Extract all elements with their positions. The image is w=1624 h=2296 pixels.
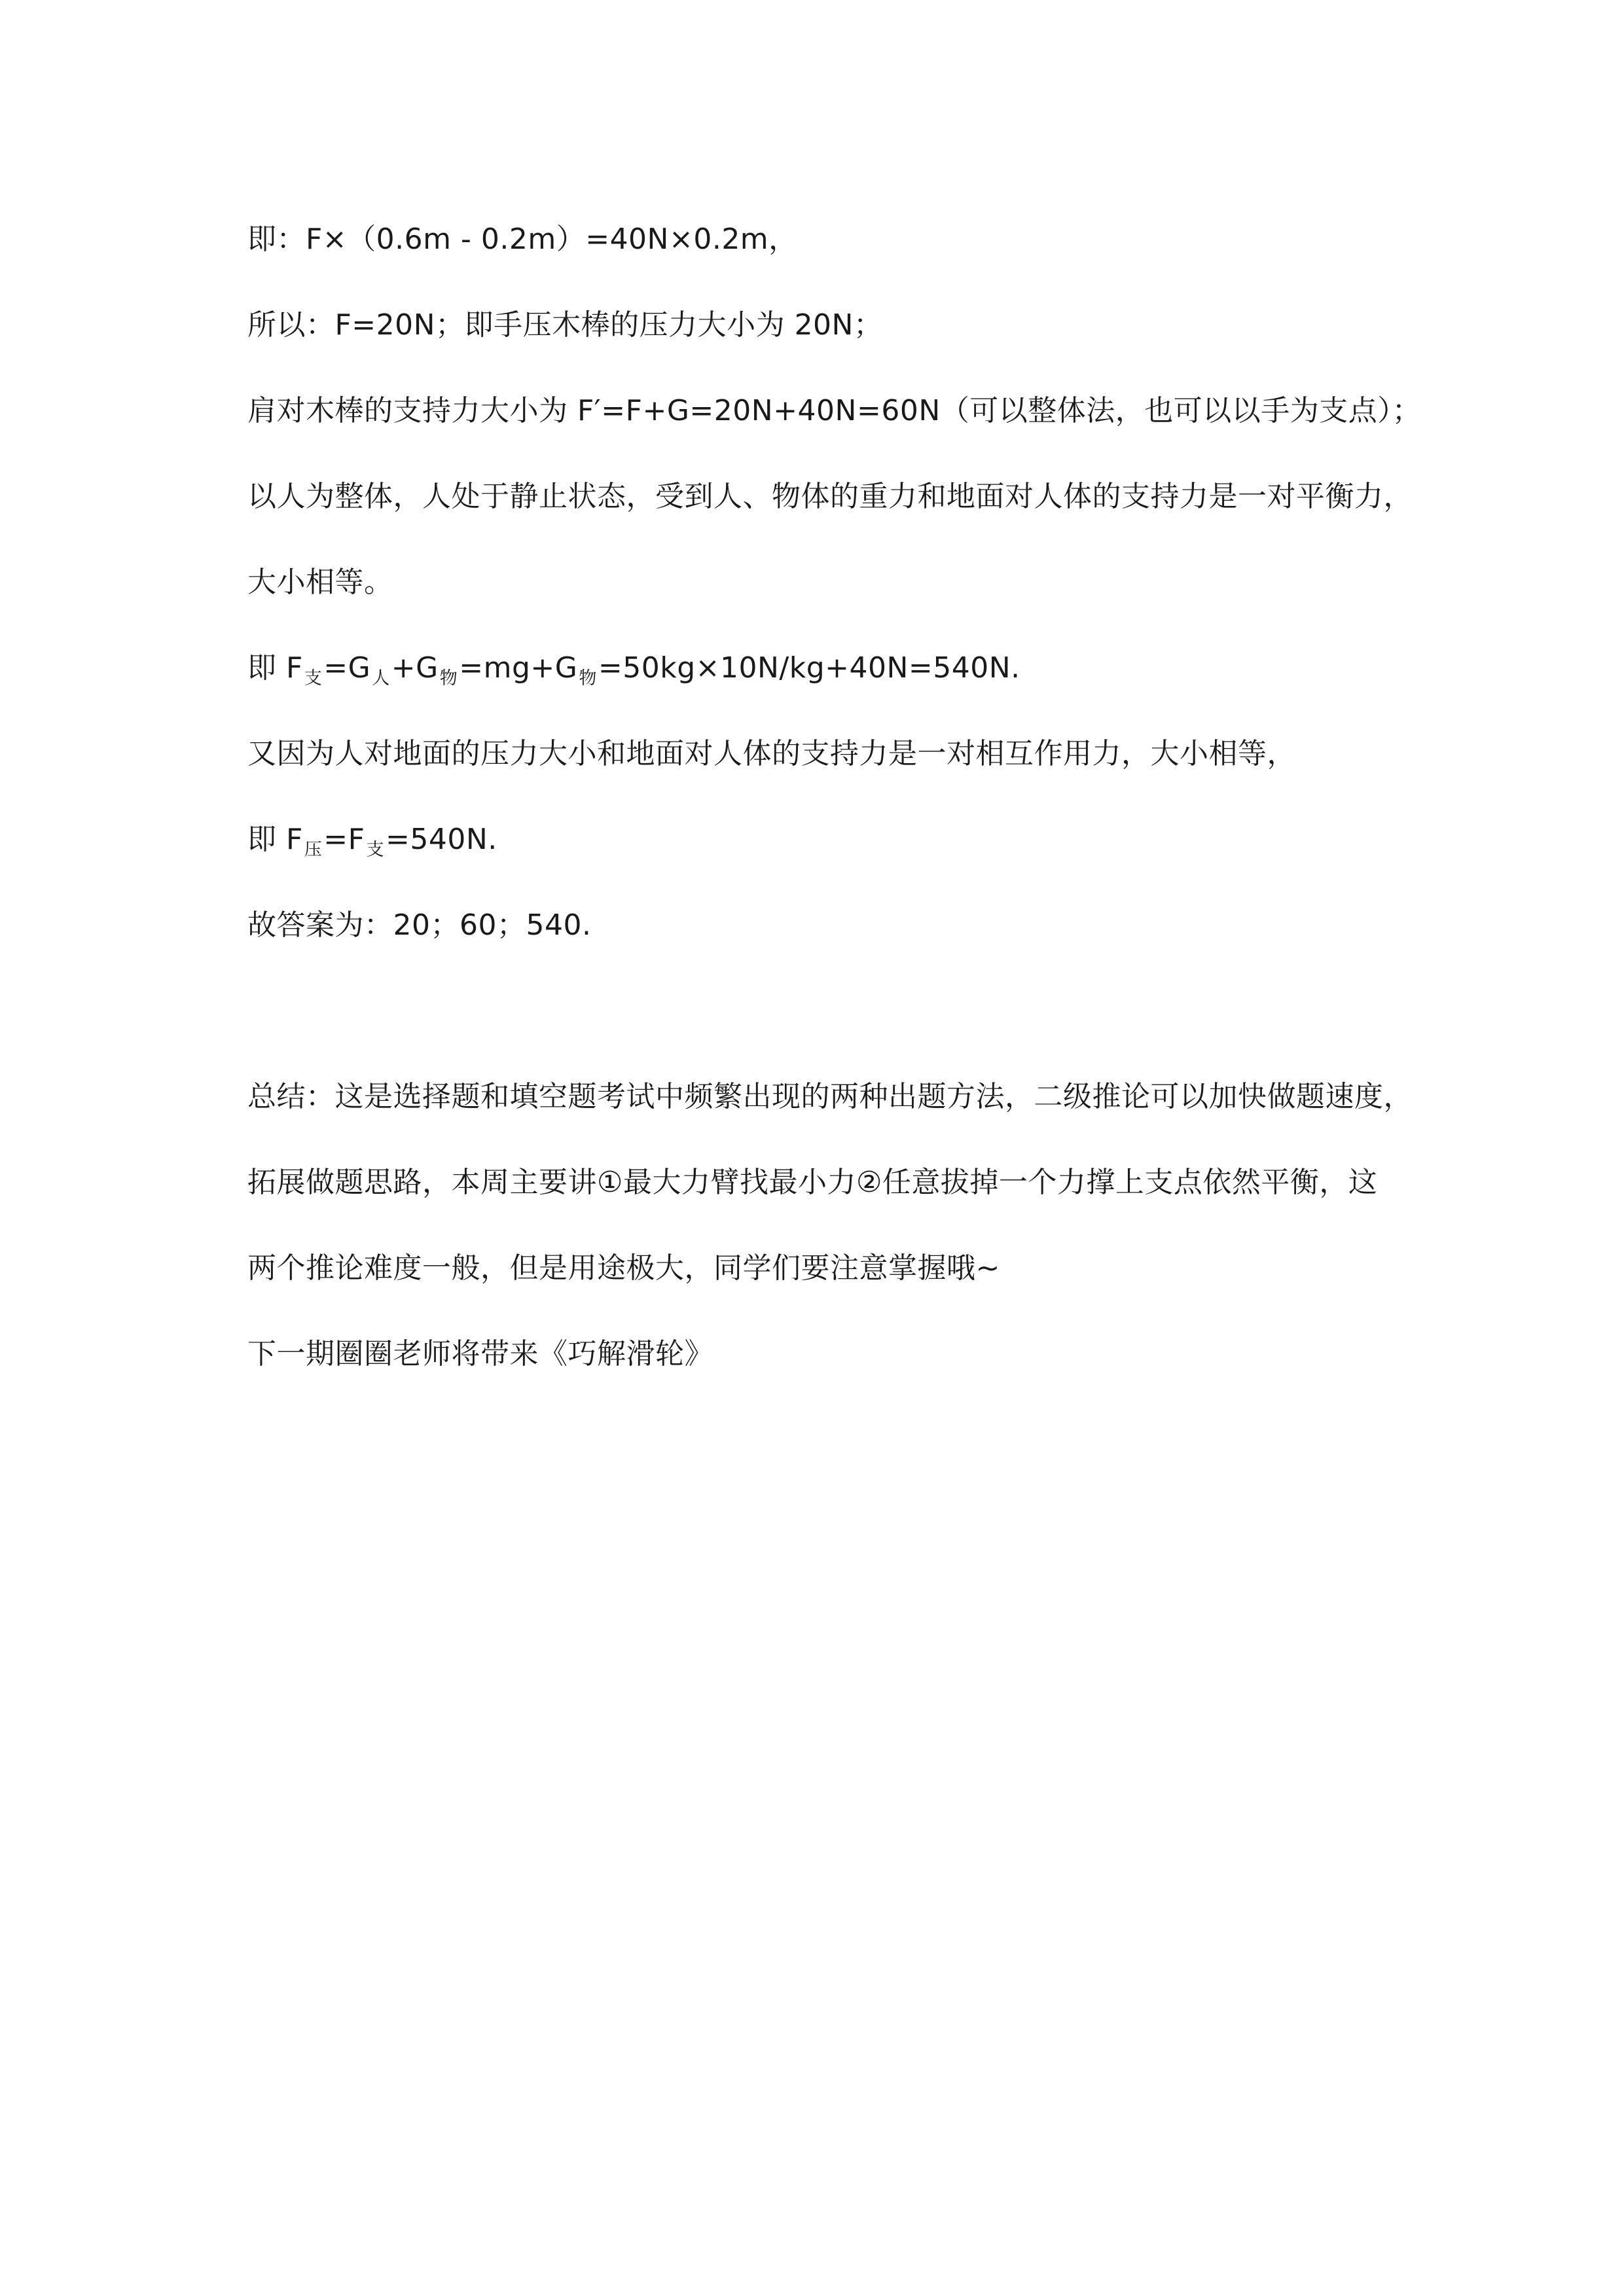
result-line-force: 所以：F=20N；即手压木棒的压力大小为 20N； bbox=[247, 308, 883, 342]
answer-line: 故答案为：20；60；540. bbox=[247, 908, 592, 942]
eq-part: =50kg×10N/kg+40N=540N. bbox=[598, 651, 1020, 685]
eq-part: =mg+G bbox=[459, 651, 578, 685]
eq-part: =540N. bbox=[385, 823, 497, 856]
summary-line-1: 总结：这是选择题和填空题考试中频繁出现的两种出题方法，二级推论可以加快做题速度， bbox=[247, 1080, 1413, 1113]
eq-part: 即 F bbox=[247, 651, 303, 685]
next-issue-line: 下一期圈圈老师将带来《巧解滑轮》 bbox=[247, 1337, 713, 1371]
whole-body-analysis-line: 以人为整体，人处于静止状态，受到人、物体的重力和地面对人体的支持力是一对平衡力， bbox=[247, 480, 1413, 513]
eq-part: =F bbox=[323, 823, 365, 856]
eq-part: +G bbox=[391, 651, 439, 685]
equation-line-1: 即：F×（0.6m - 0.2m）=40N×0.2m， bbox=[247, 223, 798, 256]
eq-part: =G bbox=[323, 651, 371, 685]
equal-magnitude-line: 大小相等。 bbox=[247, 565, 393, 599]
summary-line-3: 两个推论难度一般，但是用途极大，同学们要注意掌握哦~ bbox=[247, 1251, 1000, 1285]
support-force-equation bbox=[247, 649, 1399, 698]
interaction-force-line: 又因为人对地面的压力大小和地面对人体的支持力是一对相互作用力，大小相等， bbox=[247, 737, 1296, 770]
pressure-force-equation bbox=[247, 820, 1399, 870]
shoulder-support-line: 肩对木棒的支持力大小为 F′=F+G=20N+40N=60N（可以整体法，也可以以手为支点）； bbox=[247, 394, 1422, 427]
subscript: 支 bbox=[366, 840, 384, 860]
summary-line-2: 拓展做题思路，本周主要讲①最大力臂找最小力②任意拔掉一个力撑上支点依然平衡，这 bbox=[247, 1166, 1378, 1199]
subscript: 物 bbox=[439, 668, 458, 689]
eq-part: 即 F bbox=[247, 823, 303, 856]
subscript: 支 bbox=[304, 668, 323, 689]
subscript: 压 bbox=[304, 840, 323, 860]
subscript: 物 bbox=[579, 668, 597, 689]
subscript: 人 bbox=[372, 668, 390, 689]
